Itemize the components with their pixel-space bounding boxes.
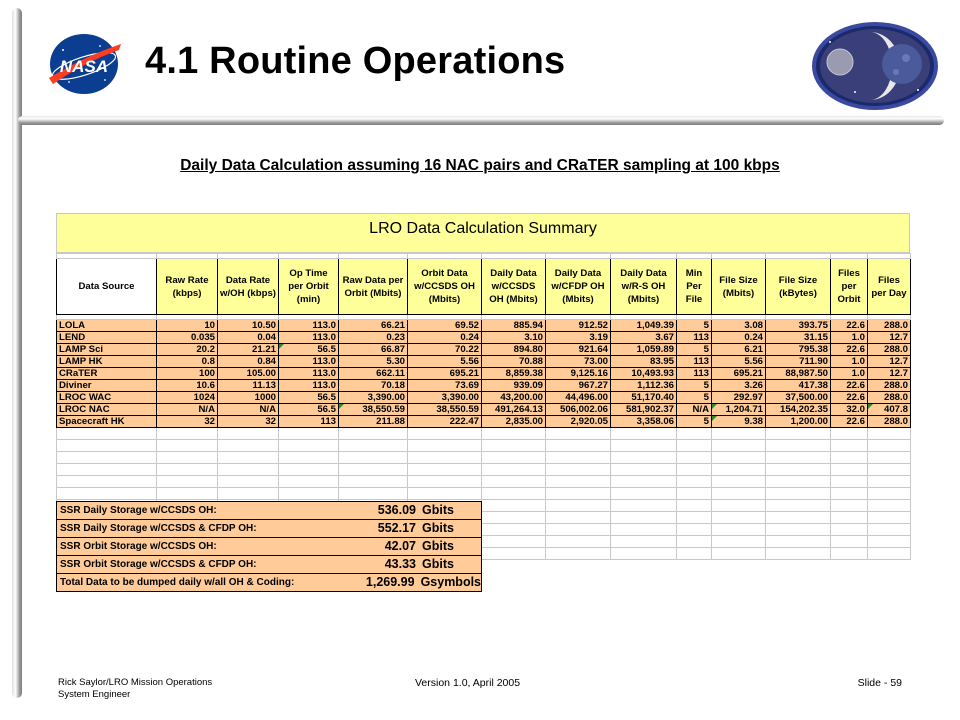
table-cell: 154,202.35 [766, 404, 831, 416]
storage-value: 1,269.99 [365, 575, 415, 589]
table-row [57, 380, 911, 392]
header-cell: Raw Rate (kbps) [157, 259, 218, 315]
table-cell: 113.0 [279, 380, 339, 392]
table-cell: 1000 [218, 392, 279, 404]
storage-label: SSR Daily Storage w/CCSDS & CFDP OH: [60, 523, 257, 534]
table-cell: 10.6 [157, 380, 218, 392]
table-cell: 407.8 [868, 404, 911, 416]
table-cell: 22.6 [831, 344, 868, 356]
table-cell: 393.75 [766, 320, 831, 332]
table-cell: 0.24 [712, 332, 766, 344]
table-cell: 222.47 [408, 416, 482, 428]
table-cell: 3,358.06 [611, 416, 677, 428]
table-cell: 0.8 [157, 356, 218, 368]
header-cell: Daily Data w/R-S OH (Mbits) [611, 259, 677, 315]
table-cell: 288.0 [868, 380, 911, 392]
footer-slide-number: Slide - 59 [857, 677, 902, 689]
nasa-logo-text: NASA [59, 57, 109, 76]
table-cell: 32 [218, 416, 279, 428]
table-cell: 0.23 [339, 332, 408, 344]
table-cell: 288.0 [868, 320, 911, 332]
table-cell: 288.0 [868, 344, 911, 356]
table-cell: 795.38 [766, 344, 831, 356]
table-cell: 44,496.00 [546, 392, 611, 404]
table-cell: 8,859.38 [482, 368, 546, 380]
table-cell: 3.67 [611, 332, 677, 344]
storage-label: SSR Daily Storage w/CCSDS OH: [60, 505, 217, 516]
table-cell: 5.56 [712, 356, 766, 368]
table-cell: 695.21 [408, 368, 482, 380]
table-cell: 0.035 [157, 332, 218, 344]
table-cell: LAMP HK [57, 356, 157, 368]
storage-unit: Gbits [422, 521, 454, 535]
header-cell: Min Per File [677, 259, 712, 315]
table-row [57, 332, 911, 344]
empty-row [57, 440, 911, 452]
table-cell: 288.0 [868, 392, 911, 404]
table-cell: LOLA [57, 320, 157, 332]
table-cell: 1,204.71 [712, 404, 766, 416]
table-cell: 73.00 [546, 356, 611, 368]
title-divider-bar [18, 116, 944, 125]
table-cell: 1.0 [831, 356, 868, 368]
table-cell: 1024 [157, 392, 218, 404]
sheet-banner: LRO Data Calculation Summary [56, 213, 910, 253]
empty-row [57, 464, 911, 476]
table-cell: 5 [677, 344, 712, 356]
table-cell: 5 [677, 320, 712, 332]
table-cell: 22.6 [831, 392, 868, 404]
footer-author-line1: Rick Saylor/LRO Mission Operations [58, 677, 213, 688]
table-cell: 0.04 [218, 332, 279, 344]
table-cell: 73.69 [408, 380, 482, 392]
table-cell: 12.7 [868, 356, 911, 368]
table-row [57, 356, 911, 368]
table-cell: 3.10 [482, 332, 546, 344]
table-cell: 3,390.00 [339, 392, 408, 404]
storage-label: SSR Orbit Storage w/CCSDS OH: [60, 541, 217, 552]
table-cell: 32.0 [831, 404, 868, 416]
table-cell: 113 [677, 332, 712, 344]
table-cell: 113.0 [279, 332, 339, 344]
table-row [57, 368, 911, 380]
table-cell: 70.18 [339, 380, 408, 392]
storage-value: 43.33 [384, 557, 416, 571]
table-row [57, 392, 911, 404]
table-row [57, 320, 911, 332]
table-cell: 70.22 [408, 344, 482, 356]
table-cell: 38,550.59 [339, 404, 408, 416]
header-cell: File Size (Mbits) [712, 259, 766, 315]
table-cell: 2,835.00 [482, 416, 546, 428]
table-cell: LAMP Sci [57, 344, 157, 356]
table-cell: 1.0 [831, 332, 868, 344]
header-cell: Files per Orbit [831, 259, 868, 315]
table-cell: 66.87 [339, 344, 408, 356]
table-cell: CRaTER [57, 368, 157, 380]
header-cell: File Size (kBytes) [766, 259, 831, 315]
table-cell: 9,125.16 [546, 368, 611, 380]
table-cell: LROC NAC [57, 404, 157, 416]
table-cell: 22.6 [831, 320, 868, 332]
table-cell: 3,390.00 [408, 392, 482, 404]
table-cell: 12.7 [868, 332, 911, 344]
header-cell: Data Rate w/OH (kbps) [218, 259, 279, 315]
table-cell: LROC WAC [57, 392, 157, 404]
table-cell: 22.6 [831, 380, 868, 392]
table-cell: 88,987.50 [766, 368, 831, 380]
slide-subtitle: Daily Data Calculation assuming 16 NAC pairs and CRaTER sampling at 100 kbps [180, 157, 780, 174]
table-cell: 3.26 [712, 380, 766, 392]
storage-value: 536.09 [377, 503, 416, 517]
table-cell: 70.88 [482, 356, 546, 368]
table-cell: 9.38 [712, 416, 766, 428]
table-row [57, 416, 911, 428]
header-cell: Raw Data per Orbit (Mbits) [339, 259, 408, 315]
table-cell: 967.27 [546, 380, 611, 392]
left-frame-bar [12, 8, 22, 698]
storage-value: 552.17 [377, 521, 416, 535]
table-cell: 32 [157, 416, 218, 428]
table-cell: Diviner [57, 380, 157, 392]
table-cell: 6.21 [712, 344, 766, 356]
storage-row [57, 574, 481, 591]
table-cell: 113.0 [279, 320, 339, 332]
table-cell: 12.7 [868, 368, 911, 380]
empty-row [57, 452, 911, 464]
table-header-row [57, 259, 911, 315]
header-cell: Data Source [57, 259, 157, 315]
table-cell: 21.21 [218, 344, 279, 356]
footer-version: Version 1.0, April 2005 [415, 677, 521, 689]
table-cell: 38,550.59 [408, 404, 482, 416]
header-cell: Op Time per Orbit (min) [279, 259, 339, 315]
table-cell: 1,059.89 [611, 344, 677, 356]
table-cell: 10.50 [218, 320, 279, 332]
table-cell: 5 [677, 380, 712, 392]
table-cell: 5 [677, 416, 712, 428]
table-cell: 921.64 [546, 344, 611, 356]
table-cell: 69.52 [408, 320, 482, 332]
table-cell: 11.13 [218, 380, 279, 392]
table-cell: 211.88 [339, 416, 408, 428]
table-row [57, 344, 911, 356]
table-cell: 0.24 [408, 332, 482, 344]
table-cell: 113.0 [279, 356, 339, 368]
table-cell: 56.5 [279, 404, 339, 416]
table-cell: 1,200.00 [766, 416, 831, 428]
table-cell: 113 [677, 356, 712, 368]
table-cell: 3.19 [546, 332, 611, 344]
table-cell: 2,920.05 [546, 416, 611, 428]
empty-row [57, 428, 911, 440]
table-cell: 20.2 [157, 344, 218, 356]
table-cell: 22.6 [831, 416, 868, 428]
table-cell: 912.52 [546, 320, 611, 332]
table-cell: 113 [677, 368, 712, 380]
table-cell: 711.90 [766, 356, 831, 368]
nasa-logo [45, 30, 123, 98]
table-cell: N/A [218, 404, 279, 416]
empty-row [57, 488, 911, 500]
table-cell: 10,493.93 [611, 368, 677, 380]
table-cell: 100 [157, 368, 218, 380]
storage-label: Total Data to be dumped daily w/all OH & Coding: [60, 577, 295, 588]
footer-author [58, 677, 212, 701]
storage-row [57, 502, 481, 520]
table-cell: 3.08 [712, 320, 766, 332]
table-cell: 113 [279, 416, 339, 428]
table-cell: 939.09 [482, 380, 546, 392]
table-cell: 43,200.00 [482, 392, 546, 404]
table-cell: 5 [677, 392, 712, 404]
table-cell: N/A [157, 404, 218, 416]
table-cell: 51,170.40 [611, 392, 677, 404]
header-cell: Daily Data w/CFDP OH (Mbits) [546, 259, 611, 315]
table-cell: 491,264.13 [482, 404, 546, 416]
table-cell: 37,500.00 [766, 392, 831, 404]
table-cell: 1.0 [831, 368, 868, 380]
table-cell: 113.0 [279, 368, 339, 380]
table-cell: 1,112.36 [611, 380, 677, 392]
table-cell: 662.11 [339, 368, 408, 380]
table-cell: Spacecraft HK [57, 416, 157, 428]
table-cell: 0.84 [218, 356, 279, 368]
storage-unit: Gsymbols [420, 575, 481, 589]
table-cell: 288.0 [868, 416, 911, 428]
table-cell: 105.00 [218, 368, 279, 380]
storage-unit: Gbits [422, 539, 454, 553]
table-cell: 581,902.37 [611, 404, 677, 416]
table-cell: 894.80 [482, 344, 546, 356]
table-cell: 56.5 [279, 344, 339, 356]
table-cell: 5.30 [339, 356, 408, 368]
storage-label: SSR Orbit Storage w/CCSDS & CFDP OH: [60, 559, 257, 570]
table-cell: 1,049.39 [611, 320, 677, 332]
storage-row [57, 520, 481, 538]
header-cell: Files per Day [868, 259, 911, 315]
storage-value: 42.07 [384, 539, 416, 553]
storage-unit: Gbits [422, 557, 454, 571]
table-cell: 56.5 [279, 392, 339, 404]
table-cell: 292.97 [712, 392, 766, 404]
storage-unit: Gbits [422, 503, 454, 517]
slide-title: 4.1 Routine Operations [145, 40, 566, 82]
table-cell: LEND [57, 332, 157, 344]
table-cell: 66.21 [339, 320, 408, 332]
table-cell: 5.56 [408, 356, 482, 368]
table-cell: 885.94 [482, 320, 546, 332]
table-cell: 31.15 [766, 332, 831, 344]
footer-author-line2: System Engineer [58, 689, 131, 700]
table-cell: 83.95 [611, 356, 677, 368]
table-row [57, 404, 911, 416]
table-cell: N/A [677, 404, 712, 416]
storage-row [57, 556, 481, 574]
table-cell: 506,002.06 [546, 404, 611, 416]
table-cell: 10 [157, 320, 218, 332]
table-cell: 695.21 [712, 368, 766, 380]
storage-row [57, 538, 481, 556]
ssr-storage-summary [56, 501, 482, 592]
header-cell: Orbit Data w/CCSDS OH (Mbits) [408, 259, 482, 315]
lro-mission-emblem [810, 20, 940, 112]
table-cell: 417.38 [766, 380, 831, 392]
header-cell: Daily Data w/CCSDS OH (Mbits) [482, 259, 546, 315]
empty-row [57, 476, 911, 488]
